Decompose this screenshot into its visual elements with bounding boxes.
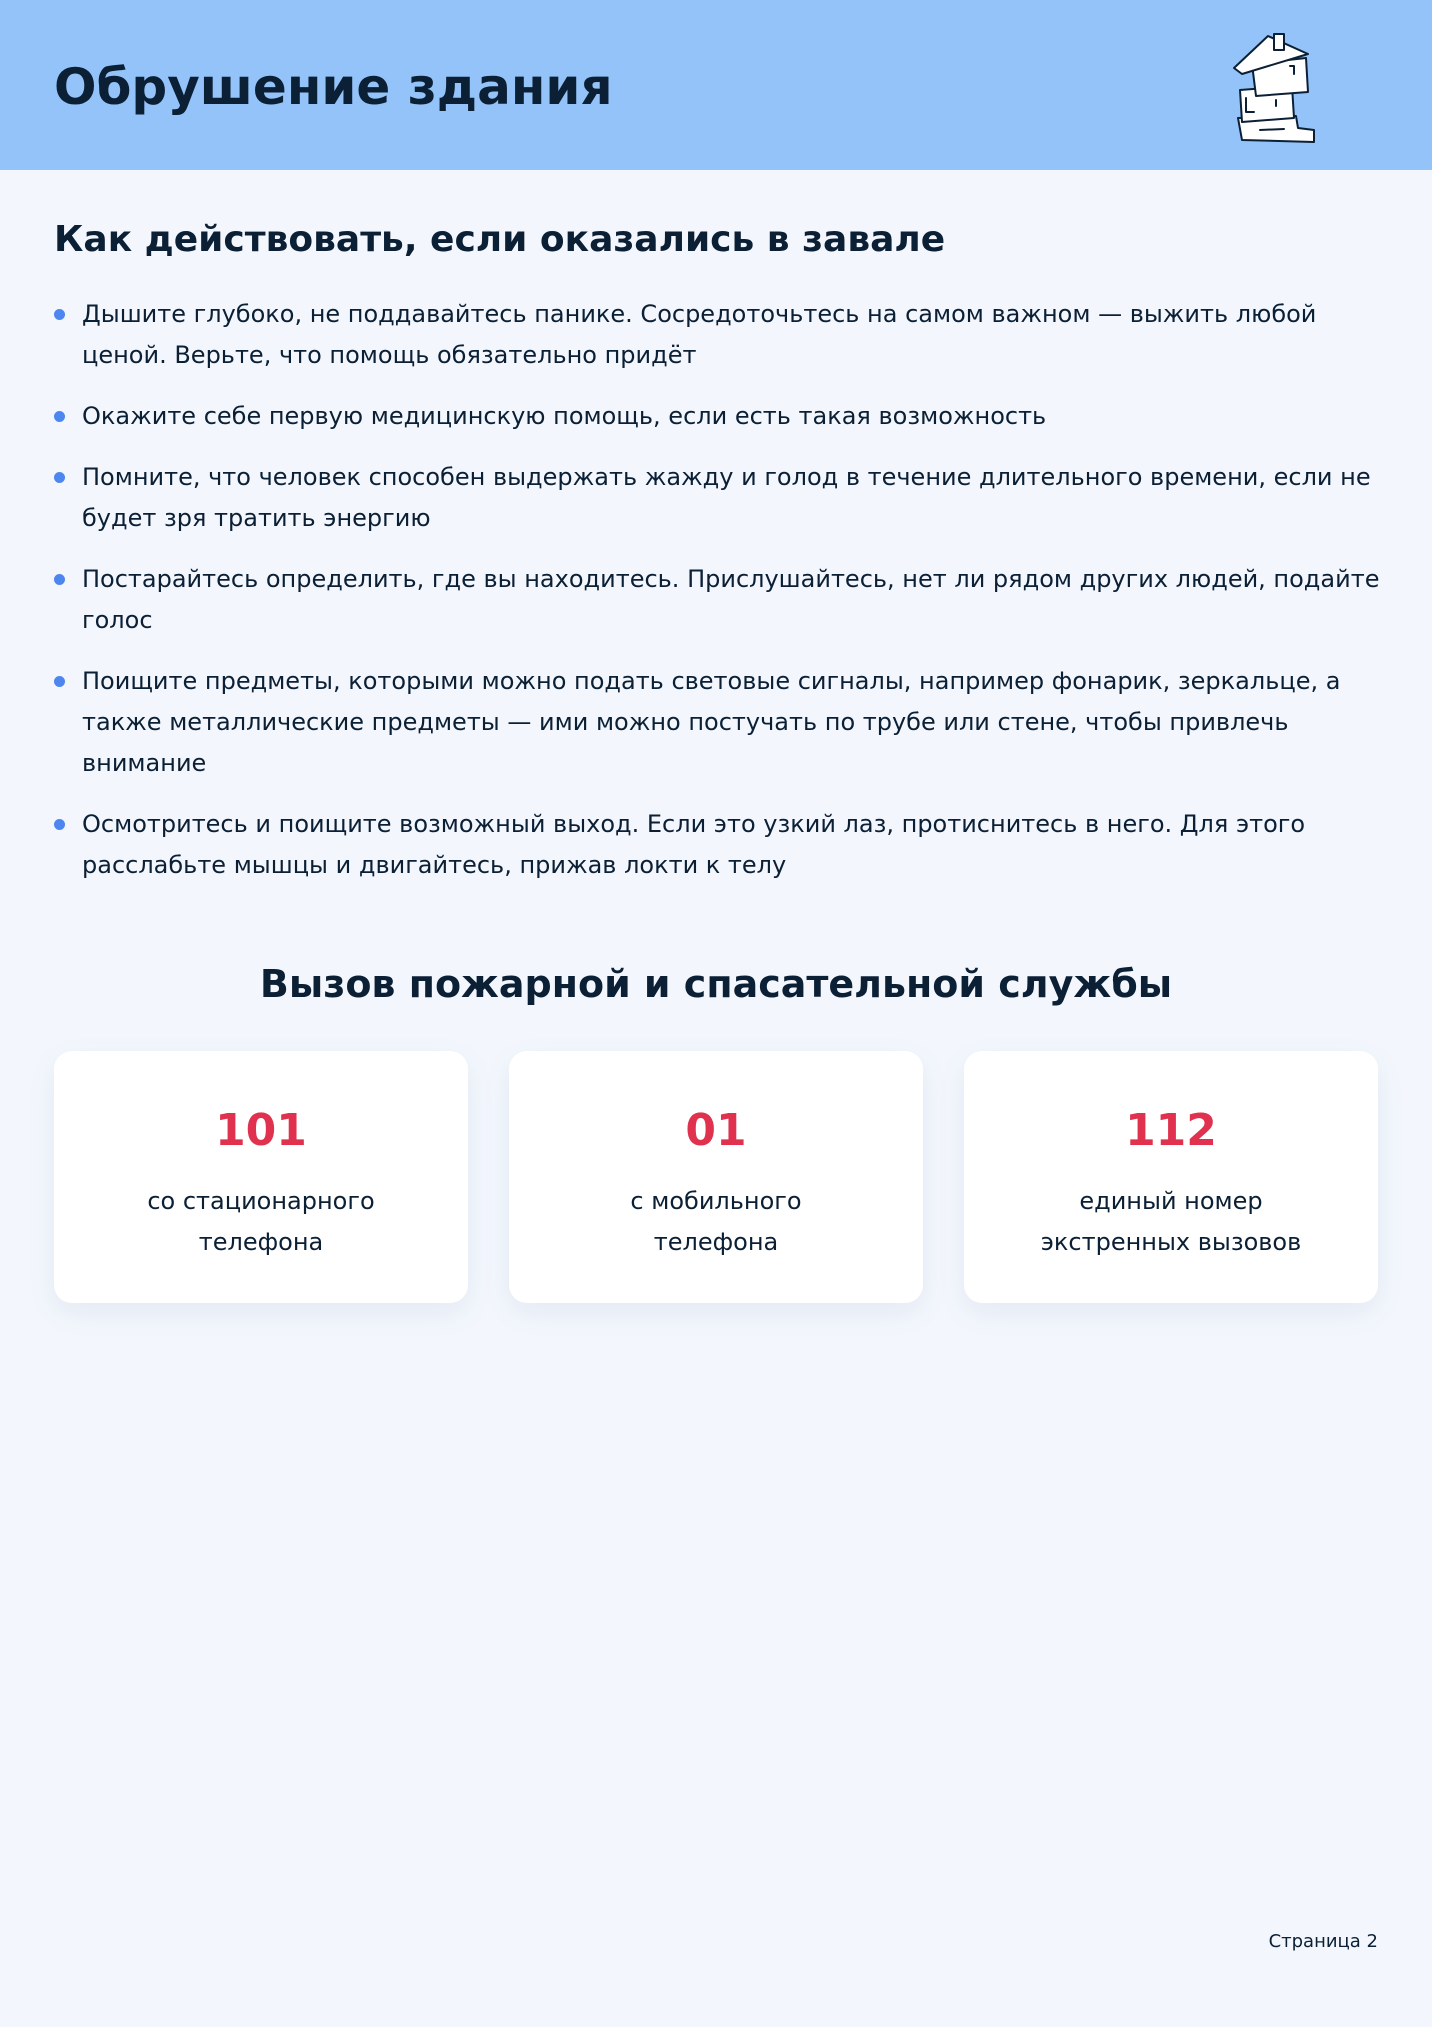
list-item-text: Осмотритесь и поищите возможный выход. Если это узкий лаз, протиснитесь в него. Для этого расслабьте мышцы и двигайтесь, прижав локти к телу <box>82 810 1306 879</box>
emergency-card-unified <box>964 1051 1378 1303</box>
list-item <box>54 661 1384 784</box>
emergency-description <box>994 1181 1348 1263</box>
emergency-description-line: со стационарного <box>147 1187 375 1215</box>
list-item-text: Поищите предметы, которыми можно подать световые сигналы, например фонарик, зеркальце, а также металлические предметы — ими можно постучать по трубе или стене, чтобы привлечь внимание <box>82 667 1341 777</box>
page-header <box>0 0 1432 170</box>
list-item <box>54 804 1384 886</box>
bullet-icon <box>54 676 65 687</box>
collapsed-building-icon <box>1230 30 1326 146</box>
emergency-description <box>84 1181 438 1263</box>
rules-list <box>54 294 1384 906</box>
section-title: Как действовать, если оказались в завале <box>54 219 946 260</box>
list-item-text: Дышите глубоко, не поддавайтесь панике. Сосредоточьтесь на самом важном — выжить любой ценой. Верьте, что помощь обязательно придёт <box>82 300 1317 369</box>
emergency-description-line: телефона <box>653 1228 779 1256</box>
emergency-description-line: телефона <box>198 1228 324 1256</box>
emergency-description <box>539 1181 893 1263</box>
list-item-text: Окажите себе первую медицинскую помощь, если есть такая возможность <box>82 402 1047 430</box>
list-item <box>54 294 1384 376</box>
bullet-icon <box>54 411 65 422</box>
emergency-card-landline <box>54 1051 468 1303</box>
bullet-icon <box>54 472 65 483</box>
emergency-number: 112 <box>1125 1105 1217 1156</box>
list-item <box>54 396 1384 437</box>
emergency-description-line: с мобильного <box>630 1187 802 1215</box>
list-item-text: Постарайтесь определить, где вы находитесь. Прислушайтесь, нет ли рядом других людей, подайте голос <box>82 565 1380 634</box>
page-title: Обрушение здания <box>54 58 613 116</box>
emergency-description-line: экстренных вызовов <box>1040 1228 1302 1256</box>
emergency-title: Вызов пожарной и спасательной службы <box>259 962 1173 1006</box>
list-item-text: Помните, что человек способен выдержать жажду и голод в течение длительного времени, если не будет зря тратить энергию <box>82 463 1371 532</box>
list-item <box>54 457 1384 539</box>
list-item <box>54 559 1384 641</box>
emergency-cards <box>54 1051 1378 1303</box>
bullet-icon <box>54 819 65 830</box>
emergency-number: 01 <box>685 1105 747 1156</box>
emergency-card-mobile <box>509 1051 923 1303</box>
page-number: Страница 2 <box>1268 1931 1378 1952</box>
bullet-icon <box>54 574 65 585</box>
emergency-number: 101 <box>215 1105 307 1156</box>
bullet-icon <box>54 309 65 320</box>
emergency-description-line: единый номер <box>1079 1187 1263 1215</box>
